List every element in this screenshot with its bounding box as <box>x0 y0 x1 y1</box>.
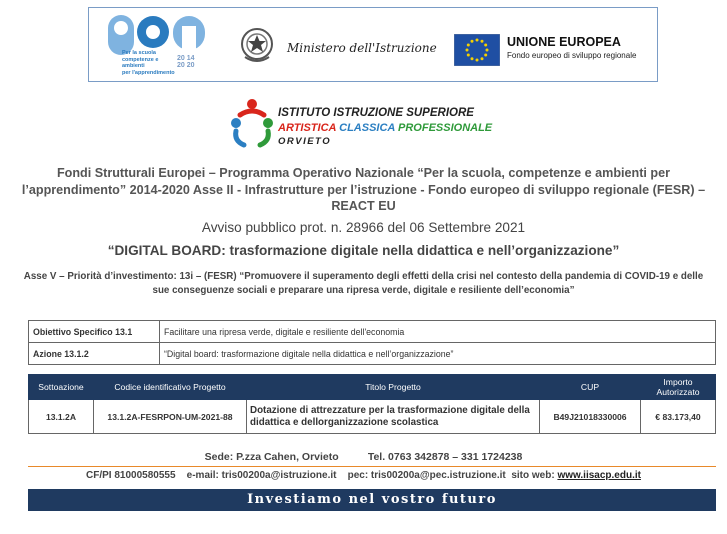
pon-tagline-line: competenze e ambienti <box>122 56 159 69</box>
header-cup: CUP <box>540 375 641 400</box>
pon-tagline-line: per l'apprendimento <box>122 69 175 76</box>
header-titolo: Titolo Progetto <box>247 375 540 400</box>
objective-value: Facilitare una ripresa verde, digitale e resiliente dell'economia <box>160 321 716 343</box>
digital-board-heading: “DIGITAL BOARD: trasformazione digitale nella didattica e nell’organizzazione” <box>107 243 620 258</box>
contacts-line <box>0 470 727 481</box>
istituto-city: ORVIETO <box>278 136 332 147</box>
eu-subtitle: Fondo europeo di sviluppo regionale <box>507 51 637 60</box>
objective-value: “Digital board: trasformazione digitale nella didattica e nell’organizzazione” <box>160 343 716 365</box>
table-row <box>29 343 716 365</box>
istituto-name: ISTITUTO ISTRUZIONE SUPERIORE <box>278 107 474 119</box>
logo-banner <box>88 7 658 82</box>
cf-pi: CF/PI 81000580555 <box>86 470 176 481</box>
objectives-table <box>28 320 716 365</box>
cell-codice: 13.1.2A-FESRPON-UM-2021-88 <box>94 400 247 434</box>
avviso-heading: Avviso pubblico prot. n. 28966 del 06 Settembre 2021 <box>201 220 526 235</box>
objective-key: Obiettivo Specifico 13.1 <box>29 321 160 343</box>
istituto-logo <box>228 97 493 152</box>
sede-address: Sede: P.zza Cahen, Orvieto Tel. 0763 342878 – 331 1724238 <box>204 451 523 463</box>
project-table <box>28 374 716 434</box>
cell-titolo: Dotazione di attrezzature per la trasformazione digitale della didattica e dellorganizzazione scolastica <box>247 400 540 434</box>
branch-classica: CLASSICA <box>339 122 395 134</box>
header-importo: Importo Autorizzato <box>641 375 716 400</box>
istituto-people-icon <box>228 97 276 149</box>
pon-tagline-line: Per la scuola <box>122 50 156 56</box>
email-link[interactable]: e-mail: tris00200a@istruzione.it <box>186 470 337 481</box>
pon-years-bottom: 20 20 <box>177 62 195 69</box>
header-codice: Codice identificativo Progetto <box>94 375 247 400</box>
pec-link[interactable]: pec: tris00200a@pec.istruzione.it <box>347 470 506 481</box>
istituto-branches <box>278 122 492 134</box>
site-label: sito web: <box>511 470 555 481</box>
table-header-row <box>29 375 716 400</box>
pon-years-top: 20 14 <box>177 55 195 62</box>
branch-professionale: PROFESSIONALE <box>398 122 493 134</box>
italian-republic-emblem-icon <box>239 25 275 65</box>
table-row <box>29 400 716 434</box>
branch-artistica: ARTISTICA <box>278 122 337 134</box>
asse-heading: Asse V – Priorità d’investimento: 13i – (FESR) “Promuovere il superamento degli effetti della crisi nel contesto della pandemia di COVID-19 e delle sue conseguenze sociali e preparare una ripresa verde, digitale e resiliente dell’economia” <box>23 271 704 296</box>
website-link[interactable]: www.iisacp.edu.it <box>557 470 641 481</box>
ministero-label: Ministero dell'Istruzione <box>287 41 437 55</box>
pon-years <box>177 55 195 69</box>
header-sottoazione: Sottoazione <box>29 375 94 400</box>
cell-sottoazione: 13.1.2A <box>29 400 94 434</box>
eu-title: UNIONE EUROPEA <box>507 35 621 49</box>
footer-divider <box>28 466 716 467</box>
cell-importo: € 83.173,40 <box>641 400 716 434</box>
eu-flag-icon <box>454 34 500 66</box>
motto-banner: Investiamo nel vostro futuro <box>28 489 716 511</box>
table-row <box>29 321 716 343</box>
fondi-heading: Fondi Strutturali Europei – Programma Operativo Nazionale “Per la scuola, competenze e ambienti per l’apprendimento” 2014-2020 Asse II - Infrastrutture per l’istruzione - Fondo europeo di sviluppo regionale (FESR) – REACT EU <box>21 166 706 213</box>
pon-tagline <box>122 50 182 76</box>
cell-cup: B49J21018330006 <box>540 400 641 434</box>
objective-key: Azione 13.1.2 <box>29 343 160 365</box>
